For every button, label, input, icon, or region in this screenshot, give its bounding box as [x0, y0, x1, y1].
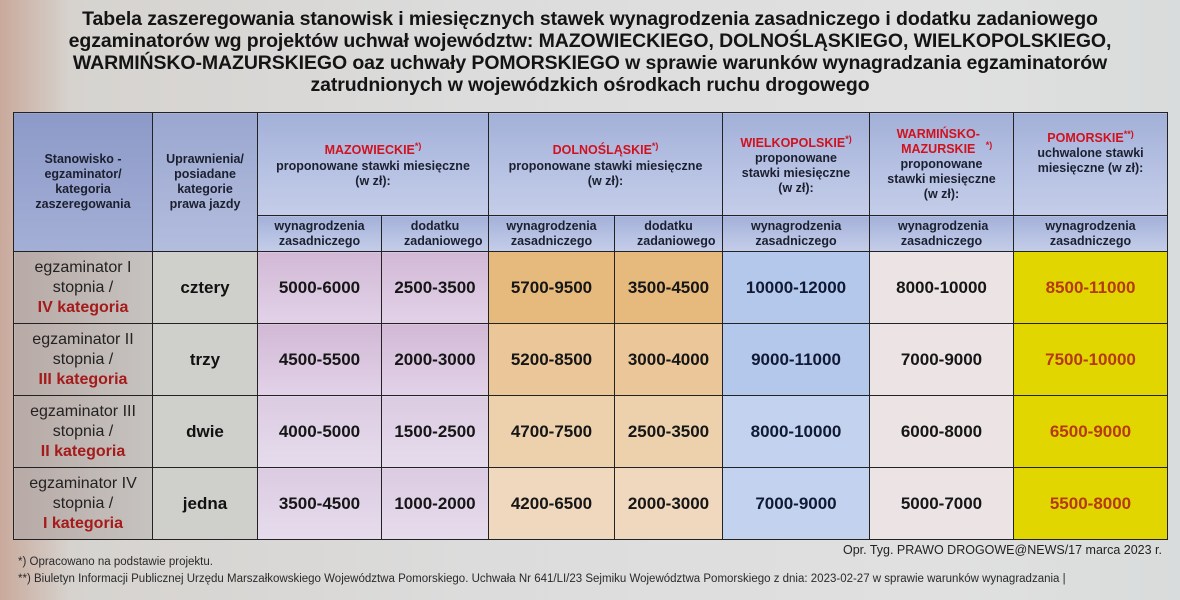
cell-warminsko-wynagrodzenie: 8000-10000 [870, 252, 1014, 324]
page-title [0, 8, 1180, 96]
cell-mazowieckie-wynagrodzenie: 4000-5000 [258, 396, 382, 468]
region-desc: proponowane stawki miesięczne (w zł): [508, 158, 703, 188]
cell-pomorskie-wynagrodzenie: 5500-8000 [1014, 468, 1168, 540]
cell-wielkopolskie-wynagrodzenie: 9000-11000 [723, 324, 870, 396]
footnote-1: *) Opracowano na podstawie projektu. [18, 556, 213, 568]
cell-dolnoslaskie-wynagrodzenie: 4200-6500 [489, 468, 615, 540]
region-desc: uchwalone stawki miesięczne (w zł): [1037, 146, 1144, 176]
title-line: Tabela zaszeregowania stanowisk i miesięcznych stawek wynagrodzenia zasadniczego i dodatku zadaniowego [82, 8, 1098, 30]
subheader-wynagrodzenia: wynagrodzenia zasadniczego [489, 216, 615, 252]
header-region-mazowieckie [258, 113, 489, 216]
footnote-mark: *) [414, 141, 422, 152]
cell-pomorskie-wynagrodzenie: 7500-10000 [1014, 324, 1168, 396]
cell-warminsko-wynagrodzenie: 5000-7000 [870, 468, 1014, 540]
cell-dolnoslaskie-dodatek: 3000-4000 [615, 324, 723, 396]
footnote-mark: *) [845, 133, 852, 144]
cell-wielkopolskie-wynagrodzenie: 10000-12000 [723, 252, 870, 324]
footnote-mark: *) [651, 141, 659, 152]
kategoria-label: IV kategoria [37, 298, 129, 316]
cell-uprawnienia: jedna [153, 468, 258, 540]
title-line: zatrudnionych w wojewódzkich ośrodkach ruchu drogowego [310, 74, 870, 96]
table-row [14, 324, 1168, 396]
cell-wielkopolskie-wynagrodzenie: 8000-10000 [723, 396, 870, 468]
source-credit: Opr. Tyg. PRAWO DROGOWE@NEWS/17 marca 2023 r. [842, 543, 1162, 557]
title-line: WARMIŃSKO-MAZURSKIEGO oaz uchwały POMORSKIEGO w sprawie warunków wynagradzania egzaminatorów [72, 52, 1108, 74]
title-line: egzaminatorów wg projektów uchwał województw: MAZOWIECKIEGO, DOLNOŚLĄSKIEGO, WIELKOPOLSKIEGO, [68, 30, 1112, 52]
salary-table [13, 112, 1168, 540]
cell-stanowisko [14, 324, 153, 396]
stanowisko-text: egzaminator I stopnia / [34, 258, 132, 296]
subheader-dodatku: dodatku zadaniowego [382, 216, 489, 252]
cell-dolnoslaskie-dodatek: 3500-4500 [615, 252, 723, 324]
region-desc: proponowane stawki miesięczne (w zł): [741, 151, 851, 196]
header-region-pomorskie [1014, 113, 1168, 216]
subheader-wynagrodzenia: wynagrodzenia zasadniczego [1014, 216, 1168, 252]
subheader-dodatku: dodatku zadaniowego [615, 216, 723, 252]
cell-uprawnienia: trzy [153, 324, 258, 396]
region-name: MAZOWIECKIE [324, 143, 415, 158]
region-name: WIELKOPOLSKIE [740, 136, 846, 151]
cell-uprawnienia: dwie [153, 396, 258, 468]
cell-dolnoslaskie-wynagrodzenie: 4700-7500 [489, 396, 615, 468]
header-region-wielkopolskie [723, 113, 870, 216]
cell-mazowieckie-dodatek: 2000-3000 [382, 324, 489, 396]
table-row [14, 252, 1168, 324]
header-region-warminsko-mazurskie [870, 113, 1014, 216]
stanowisko-text: egzaminator III stopnia / [30, 402, 136, 440]
kategoria-label: II kategoria [40, 442, 126, 460]
kategoria-label: I kategoria [42, 514, 124, 532]
cell-mazowieckie-dodatek: 1500-2500 [382, 396, 489, 468]
footnote-2: **) Biuletyn Informacji Publicznej Urzędu Marszałkowskiego Województwa Pomorskiego. Uchwała Nr 641/LI/23 Sejmiku Województwa Pomorskiego z dnia: 2023-02-27 w sprawie warunków wynagradzania | [18, 573, 1066, 585]
cell-mazowieckie-wynagrodzenie: 5000-6000 [258, 252, 382, 324]
cell-mazowieckie-dodatek: 2500-3500 [382, 252, 489, 324]
footnote-mark: **) [1123, 129, 1134, 139]
cell-pomorskie-wynagrodzenie: 8500-11000 [1014, 252, 1168, 324]
region-name: POMORSKIE [1047, 131, 1124, 146]
table-row [14, 468, 1168, 540]
cell-mazowieckie-dodatek: 1000-2000 [382, 468, 489, 540]
cell-stanowisko [14, 468, 153, 540]
cell-dolnoslaskie-wynagrodzenie: 5200-8500 [489, 324, 615, 396]
subheader-wynagrodzenia: wynagrodzenia zasadniczego [258, 216, 382, 252]
header-region-dolnoslaskie [489, 113, 723, 216]
subheader-wynagrodzenia: wynagrodzenia zasadniczego [870, 216, 1014, 252]
region-name: WARMIŃSKO-MAZURSKIE [896, 126, 980, 156]
stanowisko-text: egzaminator II stopnia / [32, 330, 134, 368]
header-uprawnienia: Uprawnienia/ posiadane kategorie prawa jazdy [153, 113, 258, 252]
cell-warminsko-wynagrodzenie: 6000-8000 [870, 396, 1014, 468]
region-name: DOLNOŚLĄSKIE [552, 143, 652, 158]
cell-dolnoslaskie-dodatek: 2000-3000 [615, 468, 723, 540]
cell-wielkopolskie-wynagrodzenie: 7000-9000 [723, 468, 870, 540]
cell-mazowieckie-wynagrodzenie: 3500-4500 [258, 468, 382, 540]
cell-pomorskie-wynagrodzenie: 6500-9000 [1014, 396, 1168, 468]
region-desc: proponowane stawki miesięczne (w zł): [887, 156, 996, 201]
subheader-wynagrodzenia: wynagrodzenia zasadniczego [723, 216, 870, 252]
header-stanowisko: Stanowisko - egzaminator/ kategoria zaszeregowania [14, 113, 153, 252]
kategoria-label: III kategoria [38, 370, 128, 388]
cell-uprawnienia: cztery [153, 252, 258, 324]
cell-mazowieckie-wynagrodzenie: 4500-5500 [258, 324, 382, 396]
footnote-mark: *) [985, 139, 993, 150]
table-row [14, 396, 1168, 468]
cell-dolnoslaskie-dodatek: 2500-3500 [615, 396, 723, 468]
cell-stanowisko [14, 252, 153, 324]
region-desc: proponowane stawki miesięczne (w zł): [276, 158, 470, 188]
cell-warminsko-wynagrodzenie: 7000-9000 [870, 324, 1014, 396]
cell-stanowisko [14, 396, 153, 468]
cell-dolnoslaskie-wynagrodzenie: 5700-9500 [489, 252, 615, 324]
stanowisko-text: egzaminator IV stopnia / [29, 474, 137, 512]
